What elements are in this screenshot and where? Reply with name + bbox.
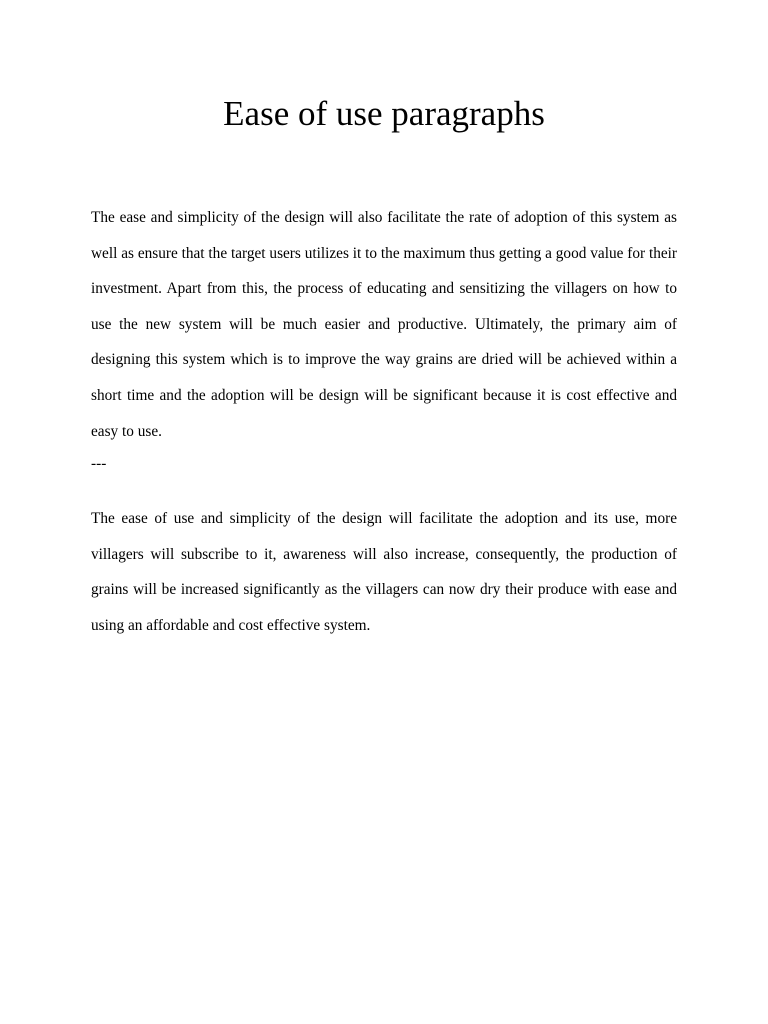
paragraph-ease-of-use: The ease of use and simplicity of the design will facilitate the adoption and its use, more villagers will subscribe to it, awareness will also increase, consequently, the production of grains will be increased significantly as the villagers can now dry their produce with ease and using an affordable and cost effective system. — [91, 510, 677, 634]
section-separator: --- — [91, 455, 107, 472]
document-title: Ease of use paragraphs — [223, 94, 545, 133]
paragraph-adoption: The ease and simplicity of the design will also facilitate the rate of adoption of this system as well as ensure that the target users utilizes it to the maximum thus getting a good value for their investment. Apart from this, the process of educating and sensitizing the villagers on how to use the new system will be much easier and productive. Ultimately, the primary aim of designing this system which is to improve the way grains are dried will be achieved within a short time and the adoption will be design will be significant because it is cost effective and easy to use. — [91, 209, 677, 440]
